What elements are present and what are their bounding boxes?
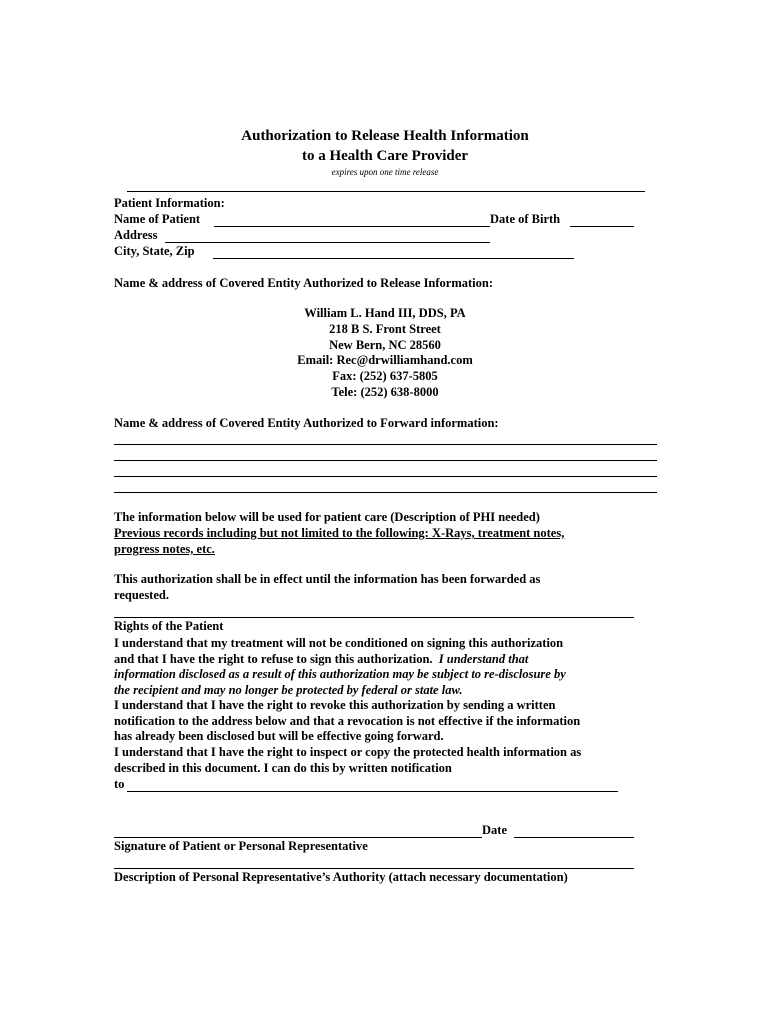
address-field[interactable] <box>165 242 490 243</box>
provider-phone: Tele: (252) 638-8000 <box>331 385 439 399</box>
city-state-zip-label: City, State, Zip <box>114 244 195 258</box>
rights-p3-line2: described in this document. I can do this by written notification <box>114 761 452 775</box>
rights-p2-line2: notification to the address below and that a revocation is not effective if the information <box>114 714 581 728</box>
address-label: Address <box>114 228 158 242</box>
rights-p2-line1: I understand that I have the right to revoke this authorization by sending a written <box>114 698 556 712</box>
effect-statement-line2: requested. <box>114 588 169 602</box>
provider-city: New Bern, NC 28560 <box>329 338 441 352</box>
rights-p3-line1: I understand that I have the right to inspect or copy the protected health information as <box>114 745 582 759</box>
rights-p2-line3: has already been disclosed but will be effective going forward. <box>114 729 444 743</box>
provider-email: Email: Rec@drwilliamhand.com <box>297 353 473 367</box>
patient-name-field[interactable] <box>214 226 490 227</box>
form-title-line2: to a Health Care Provider <box>301 148 469 164</box>
purpose-records-line1: Previous records including but not limited to the following: X-Rays, treatment notes, <box>114 526 565 540</box>
signature-date-label: Date <box>482 823 507 837</box>
rights-heading: Rights of the Patient <box>114 619 224 633</box>
provider-name: William L. Hand III, DDS, PA <box>304 306 466 320</box>
provider-street: 218 B S. Front Street <box>329 322 441 336</box>
signature-label: Signature of Patient or Personal Representative <box>114 839 368 853</box>
notification-address-field[interactable] <box>127 791 618 792</box>
patient-info-heading: Patient Information: <box>114 196 225 210</box>
forward-entity-line-1[interactable] <box>114 444 657 445</box>
title-separator-line <box>127 191 645 192</box>
forward-entity-line-3[interactable] <box>114 476 657 477</box>
rights-p1-line1: I understand that my treatment will not be conditioned on signing this authorization <box>114 636 564 650</box>
city-state-zip-field[interactable] <box>213 258 574 259</box>
dob-label: Date of Birth <box>490 212 561 226</box>
purpose-records-line2: progress notes, etc. <box>114 542 215 556</box>
form-title: Authorization to Release Health Information <box>241 128 529 144</box>
rights-p3-line3: to <box>114 777 125 791</box>
release-entity-heading: Name & address of Covered Entity Authorized to Release Information: <box>114 276 494 290</box>
dob-field[interactable] <box>570 226 634 227</box>
rights-p1-line4: the recipient and may no longer be protected by federal or state law. <box>114 683 463 697</box>
effect-statement-line1: This authorization shall be in effect until the information has been forwarded as <box>114 572 541 586</box>
rights-p1-line2-text: and that I have the right to refuse to sign this authorization. <box>114 652 433 666</box>
signature-field[interactable] <box>114 837 482 838</box>
forward-entity-heading: Name & address of Covered Entity Authorized to Forward information: <box>114 416 499 430</box>
patient-name-label: Name of Patient <box>114 212 201 226</box>
rights-p1-line3: information disclosed as a result of this authorization may be subject to re-disclosure by <box>114 667 566 681</box>
rights-p1-line2 <box>114 652 528 667</box>
signature-date-field[interactable] <box>514 837 634 838</box>
forward-entity-line-4[interactable] <box>114 492 657 493</box>
provider-fax: Fax: (252) 637-5805 <box>332 369 438 383</box>
purpose-statement: The information below will be used for patient care (Description of PHI needed) <box>114 510 540 524</box>
effect-separator-line <box>114 617 634 618</box>
form-subtitle: expires upon one time release <box>331 167 439 177</box>
forward-entity-line-2[interactable] <box>114 460 657 461</box>
rights-p1-line2-italic: I understand that <box>438 652 529 666</box>
authority-field[interactable] <box>114 868 634 869</box>
authority-label: Description of Personal Representative’s Authority (attach necessary documentation) <box>114 870 568 884</box>
